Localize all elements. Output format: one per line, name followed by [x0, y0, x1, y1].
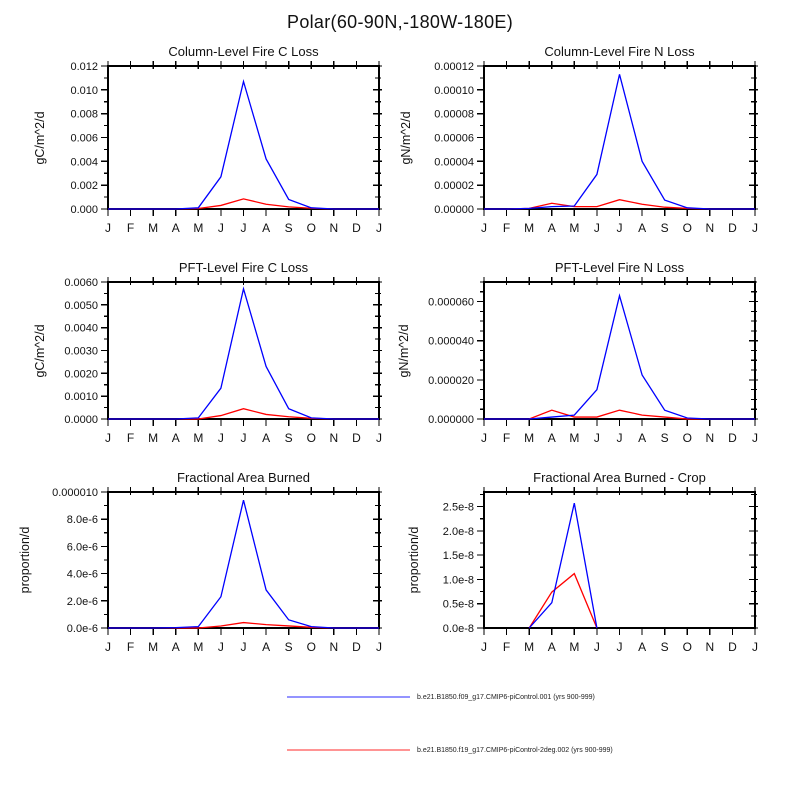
x-tick-label: S: [660, 221, 669, 235]
y-tick-label: 0.0040: [64, 322, 98, 335]
x-tick-label: F: [502, 640, 511, 654]
x-tick-label: A: [171, 640, 180, 654]
x-tick-label: S: [660, 431, 669, 445]
x-tick-label: J: [240, 640, 247, 654]
x-tick-label: J: [217, 221, 224, 235]
x-tick-label: N: [705, 640, 715, 654]
subplot-fractional-area-burned: [20, 468, 393, 673]
y-tick-label: 2.0e-8: [442, 525, 474, 538]
x-tick-label: M: [148, 221, 159, 235]
subplot-title: Column-Level Fire C Loss: [168, 44, 319, 59]
x-tick-label: O: [682, 431, 692, 445]
main-title: Polar(60-90N,-180W-180E): [287, 12, 513, 32]
x-tick-label: J: [616, 221, 623, 235]
x-tick-label: J: [752, 431, 758, 445]
y-tick-label: 0.000000: [428, 414, 474, 426]
x-tick-label: A: [638, 640, 647, 654]
x-tick-label: D: [352, 640, 361, 654]
axes: [477, 487, 758, 635]
plot-canvas: [396, 468, 769, 673]
y-tick-label: 0.00008: [434, 108, 474, 121]
plot-frame: [108, 492, 379, 628]
plot-frame: [484, 66, 755, 209]
x-tick-label: J: [376, 640, 382, 654]
y-tick-label: 0.00004: [434, 156, 474, 169]
plot-frame: [484, 282, 755, 419]
x-tick-label: J: [593, 431, 600, 445]
x-tick-label: M: [524, 221, 535, 235]
x-tick-label: A: [262, 640, 271, 654]
x-tick-label: S: [284, 221, 293, 235]
plot-canvas: [20, 468, 393, 673]
y-tick-label: 0.000060: [428, 296, 474, 309]
x-tick-label: M: [148, 640, 159, 654]
subplot-title: PFT-Level Fire N Loss: [554, 260, 685, 275]
y-axis-label: proportion/d: [18, 526, 32, 594]
x-tick-label: D: [728, 431, 737, 445]
legend-label: b.e21.B1850.f19_g17.CMIP6-piControl-2deg.002 (yrs 900-999): [417, 746, 613, 754]
x-tick-label: J: [593, 640, 600, 654]
series-line-red: [108, 623, 379, 628]
y-axis-label: gC/m^2/d: [33, 324, 47, 378]
x-tick-label: M: [569, 640, 580, 654]
y-tick-label: 0.0020: [64, 368, 98, 381]
x-tick-label: J: [240, 431, 247, 445]
subplot-title: Fractional Area Burned: [177, 470, 310, 485]
y-tick-label: 0.5e-8: [442, 598, 474, 611]
legend-entry-control: [287, 691, 595, 703]
subplot-column-fire-c-loss: [20, 42, 393, 247]
x-tick-label: A: [547, 221, 556, 235]
legend-line-red: [287, 749, 410, 751]
legend-entry-control-2deg: [287, 744, 613, 756]
x-tick-label: M: [148, 431, 159, 445]
series-line-red: [108, 409, 379, 419]
x-tick-label: O: [682, 221, 692, 235]
plot-frame: [108, 66, 379, 209]
x-tick-label: A: [262, 431, 271, 445]
y-tick-label: 0.000040: [428, 335, 474, 348]
x-tick-label: N: [329, 640, 339, 654]
x-tick-label: O: [682, 640, 692, 654]
series-line-blue: [484, 74, 755, 209]
y-tick-label: 0.0000: [64, 414, 98, 426]
x-tick-label: M: [193, 221, 204, 235]
y-tick-label: 0.0e-8: [442, 623, 474, 635]
plot-frame: [108, 282, 379, 419]
y-tick-label: 2.0e-6: [66, 595, 98, 608]
y-tick-label: 0.00006: [434, 132, 474, 145]
x-tick-label: F: [126, 431, 135, 445]
subplot-pft-fire-c-loss: [20, 258, 393, 463]
legend-label: b.e21.B1850.f09_g17.CMIP6-piControl.001 (yrs 900-999): [417, 693, 595, 701]
y-tick-label: 0.012: [70, 61, 98, 73]
y-axis-label: proportion/d: [407, 526, 421, 594]
plot-canvas: [20, 258, 393, 463]
y-tick-label: 0.0050: [64, 299, 98, 312]
y-tick-label: 0.002: [70, 180, 98, 193]
x-tick-label: J: [105, 221, 111, 235]
y-axis-label: gN/m^2/d: [397, 324, 411, 378]
y-tick-label: 4.0e-6: [66, 568, 98, 581]
series-line-blue: [108, 81, 379, 209]
plot-canvas: [20, 42, 393, 247]
y-tick-label: 0.00012: [434, 61, 474, 73]
y-tick-label: 0.006: [70, 132, 98, 145]
subplot-column-fire-n-loss: [396, 42, 769, 247]
subplot-title: Column-Level Fire N Loss: [544, 44, 695, 59]
subplot-pft-fire-n-loss: [396, 258, 769, 463]
x-tick-label: M: [193, 640, 204, 654]
plot-frame: [484, 492, 755, 628]
x-tick-label: J: [593, 221, 600, 235]
axes: [477, 277, 758, 426]
x-tick-label: M: [524, 431, 535, 445]
legend-line-blue: [287, 696, 410, 698]
x-tick-label: J: [376, 221, 382, 235]
x-tick-label: J: [481, 431, 487, 445]
x-tick-label: N: [705, 431, 715, 445]
x-tick-label: A: [547, 640, 556, 654]
x-tick-label: J: [217, 431, 224, 445]
x-tick-label: S: [660, 640, 669, 654]
plot-canvas: [396, 42, 769, 247]
plot-canvas: [396, 258, 769, 463]
x-tick-label: O: [306, 640, 316, 654]
x-tick-label: F: [502, 431, 511, 445]
x-tick-label: M: [193, 431, 204, 445]
x-tick-label: J: [616, 431, 623, 445]
x-tick-label: J: [752, 221, 758, 235]
series-line-red: [529, 574, 597, 628]
x-tick-label: A: [171, 221, 180, 235]
y-tick-label: 0.000010: [52, 487, 98, 499]
x-tick-label: N: [329, 431, 339, 445]
y-axis-label: gN/m^2/d: [399, 111, 413, 165]
x-tick-label: S: [284, 640, 293, 654]
x-tick-label: D: [728, 221, 737, 235]
y-tick-label: 0.010: [70, 84, 98, 97]
y-tick-label: 1.0e-8: [442, 574, 474, 587]
y-tick-label: 2.5e-8: [442, 501, 474, 514]
y-axis-label: gC/m^2/d: [33, 111, 47, 165]
x-tick-label: A: [262, 221, 271, 235]
y-tick-label: 0.0e-6: [66, 623, 98, 635]
x-tick-label: J: [376, 431, 382, 445]
x-tick-label: F: [126, 640, 135, 654]
x-tick-label: M: [569, 221, 580, 235]
series-line-red: [484, 200, 755, 209]
axes: [101, 61, 382, 216]
y-tick-label: 0.0010: [64, 391, 98, 404]
x-tick-label: J: [616, 640, 623, 654]
x-tick-label: O: [306, 221, 316, 235]
y-tick-label: 0.0060: [64, 277, 98, 289]
x-tick-label: J: [481, 640, 487, 654]
x-tick-label: J: [217, 640, 224, 654]
x-tick-label: J: [105, 431, 111, 445]
series-line-blue: [529, 503, 597, 628]
y-tick-label: 0.000: [70, 204, 98, 216]
x-tick-label: J: [752, 640, 758, 654]
x-tick-label: D: [352, 431, 361, 445]
series-line-red: [484, 410, 755, 419]
x-tick-label: M: [524, 640, 535, 654]
subplot-fractional-area-burned-crop: [396, 468, 769, 673]
y-tick-label: 6.0e-6: [66, 541, 98, 554]
y-tick-label: 0.0030: [64, 345, 98, 358]
y-tick-label: 0.004: [70, 156, 98, 169]
y-tick-label: 0.00002: [434, 180, 474, 193]
series-line-blue: [108, 289, 379, 419]
y-tick-label: 0.008: [70, 108, 98, 121]
y-tick-label: 0.00010: [434, 84, 474, 97]
x-tick-label: D: [728, 640, 737, 654]
x-tick-label: A: [638, 431, 647, 445]
y-tick-label: 1.5e-8: [442, 550, 474, 563]
y-tick-label: 8.0e-6: [66, 514, 98, 527]
x-tick-label: J: [240, 221, 247, 235]
x-tick-label: S: [284, 431, 293, 445]
x-tick-label: D: [352, 221, 361, 235]
series-line-blue: [108, 500, 379, 628]
x-tick-label: A: [638, 221, 647, 235]
x-tick-label: F: [126, 221, 135, 235]
series-line-red: [108, 199, 379, 209]
subplot-title: Fractional Area Burned - Crop: [533, 470, 706, 485]
y-tick-label: 0.00000: [434, 204, 474, 216]
subplot-title: PFT-Level Fire C Loss: [178, 260, 309, 275]
x-tick-label: J: [481, 221, 487, 235]
x-tick-label: N: [329, 221, 339, 235]
x-tick-label: A: [547, 431, 556, 445]
series-line-blue: [484, 296, 755, 419]
x-tick-label: J: [105, 640, 111, 654]
y-tick-label: 0.000020: [428, 374, 474, 387]
x-tick-label: F: [502, 221, 511, 235]
x-tick-label: O: [306, 431, 316, 445]
x-tick-label: N: [705, 221, 715, 235]
x-tick-label: A: [171, 431, 180, 445]
x-tick-label: M: [569, 431, 580, 445]
